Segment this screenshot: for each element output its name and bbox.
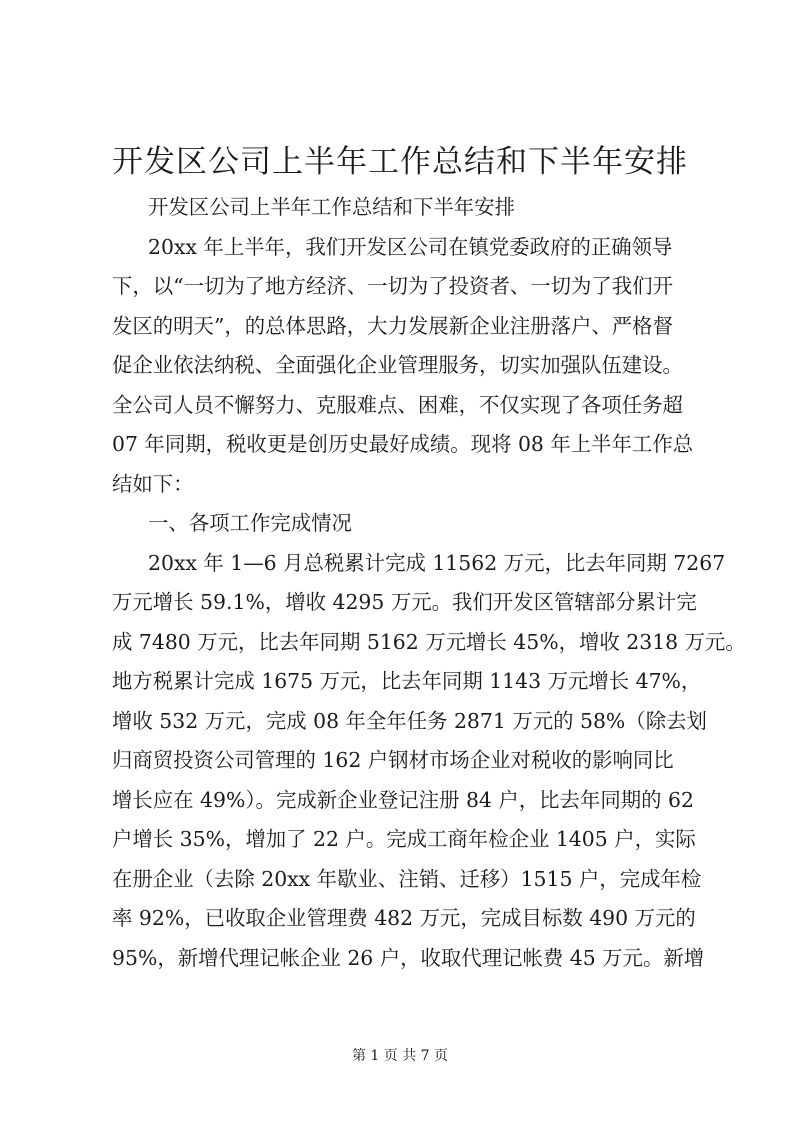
paragraph-line: 07 年同期，税收更是创历史最好成绩。现将 08 年上半年工作总: [112, 432, 694, 456]
paragraph-line: 95%，新增代理记帐企业 26 户，收取代理记帐费 45 万元。新增: [112, 945, 705, 970]
page-number-footer: 第 1 页 共 7 页: [351, 1048, 449, 1064]
paragraph-line: 20xx 年上半年，我们开发区公司在镇党委政府的正确领导: [148, 234, 673, 259]
paragraph-line: 户增长 35%，增加了 22 户。完成工商年检企业 1405 户，实际: [112, 827, 696, 851]
paragraph-line: 成 7480 万元，比去年同期 5162 万元增长 45%，增收 2318 万元。: [112, 629, 746, 654]
paragraph-line: 下，以“一切为了地方经济、一切为了投资者、一切为了我们开: [112, 274, 673, 298]
subtitle-line: 开发区公司上半年工作总结和下半年安排: [148, 195, 516, 219]
paragraph-line: 在册企业（去除 20xx 年歇业、注销、迁移）1515 户，完成年检: [112, 866, 702, 891]
paragraph-line: 发区的明天”，的总体思路，大力发展新企业注册落户、严格督: [112, 313, 673, 338]
document-title: 开发区公司上半年工作总结和下半年安排: [112, 144, 688, 180]
paragraph-line: 增长应在 49%）。完成新企业登记注册 84 户，比去年同期的 62: [112, 787, 694, 812]
paragraph-line: 地方税累计完成 1675 万元，比去年同期 1143 万元增长 47%，: [112, 669, 702, 693]
paragraph-line: 增收 532 万元，完成 08 年全年任务 2871 万元的 58%（除去划: [112, 708, 707, 733]
paragraph-line: 归商贸投资公司管理的 162 户钢材市场企业对税收的影响同比: [112, 748, 674, 772]
paragraph-line: 结如下：: [112, 471, 194, 496]
paragraph-line: 万元增长 59.1%，增收 4295 万元。我们开发区管辖部分累计完: [112, 590, 697, 614]
section-heading: 一、各项工作完成情况: [148, 511, 352, 535]
paragraph-line: 率 92%，已收取企业管理费 482 万元，完成目标数 490 万元的: [112, 906, 696, 930]
paragraph-line: 促企业依法纳税、全面强化企业管理服务，切实加强队伍建设。: [112, 353, 683, 377]
paragraph-line: 全公司人员不懈努力、克服难点、困难，不仅实现了各项任务超: [112, 392, 683, 417]
document-body: [112, 188, 746, 978]
paragraph-line: 20xx 年 1—6 月总税累计完成 11562 万元，比去年同期 7267: [148, 550, 726, 575]
